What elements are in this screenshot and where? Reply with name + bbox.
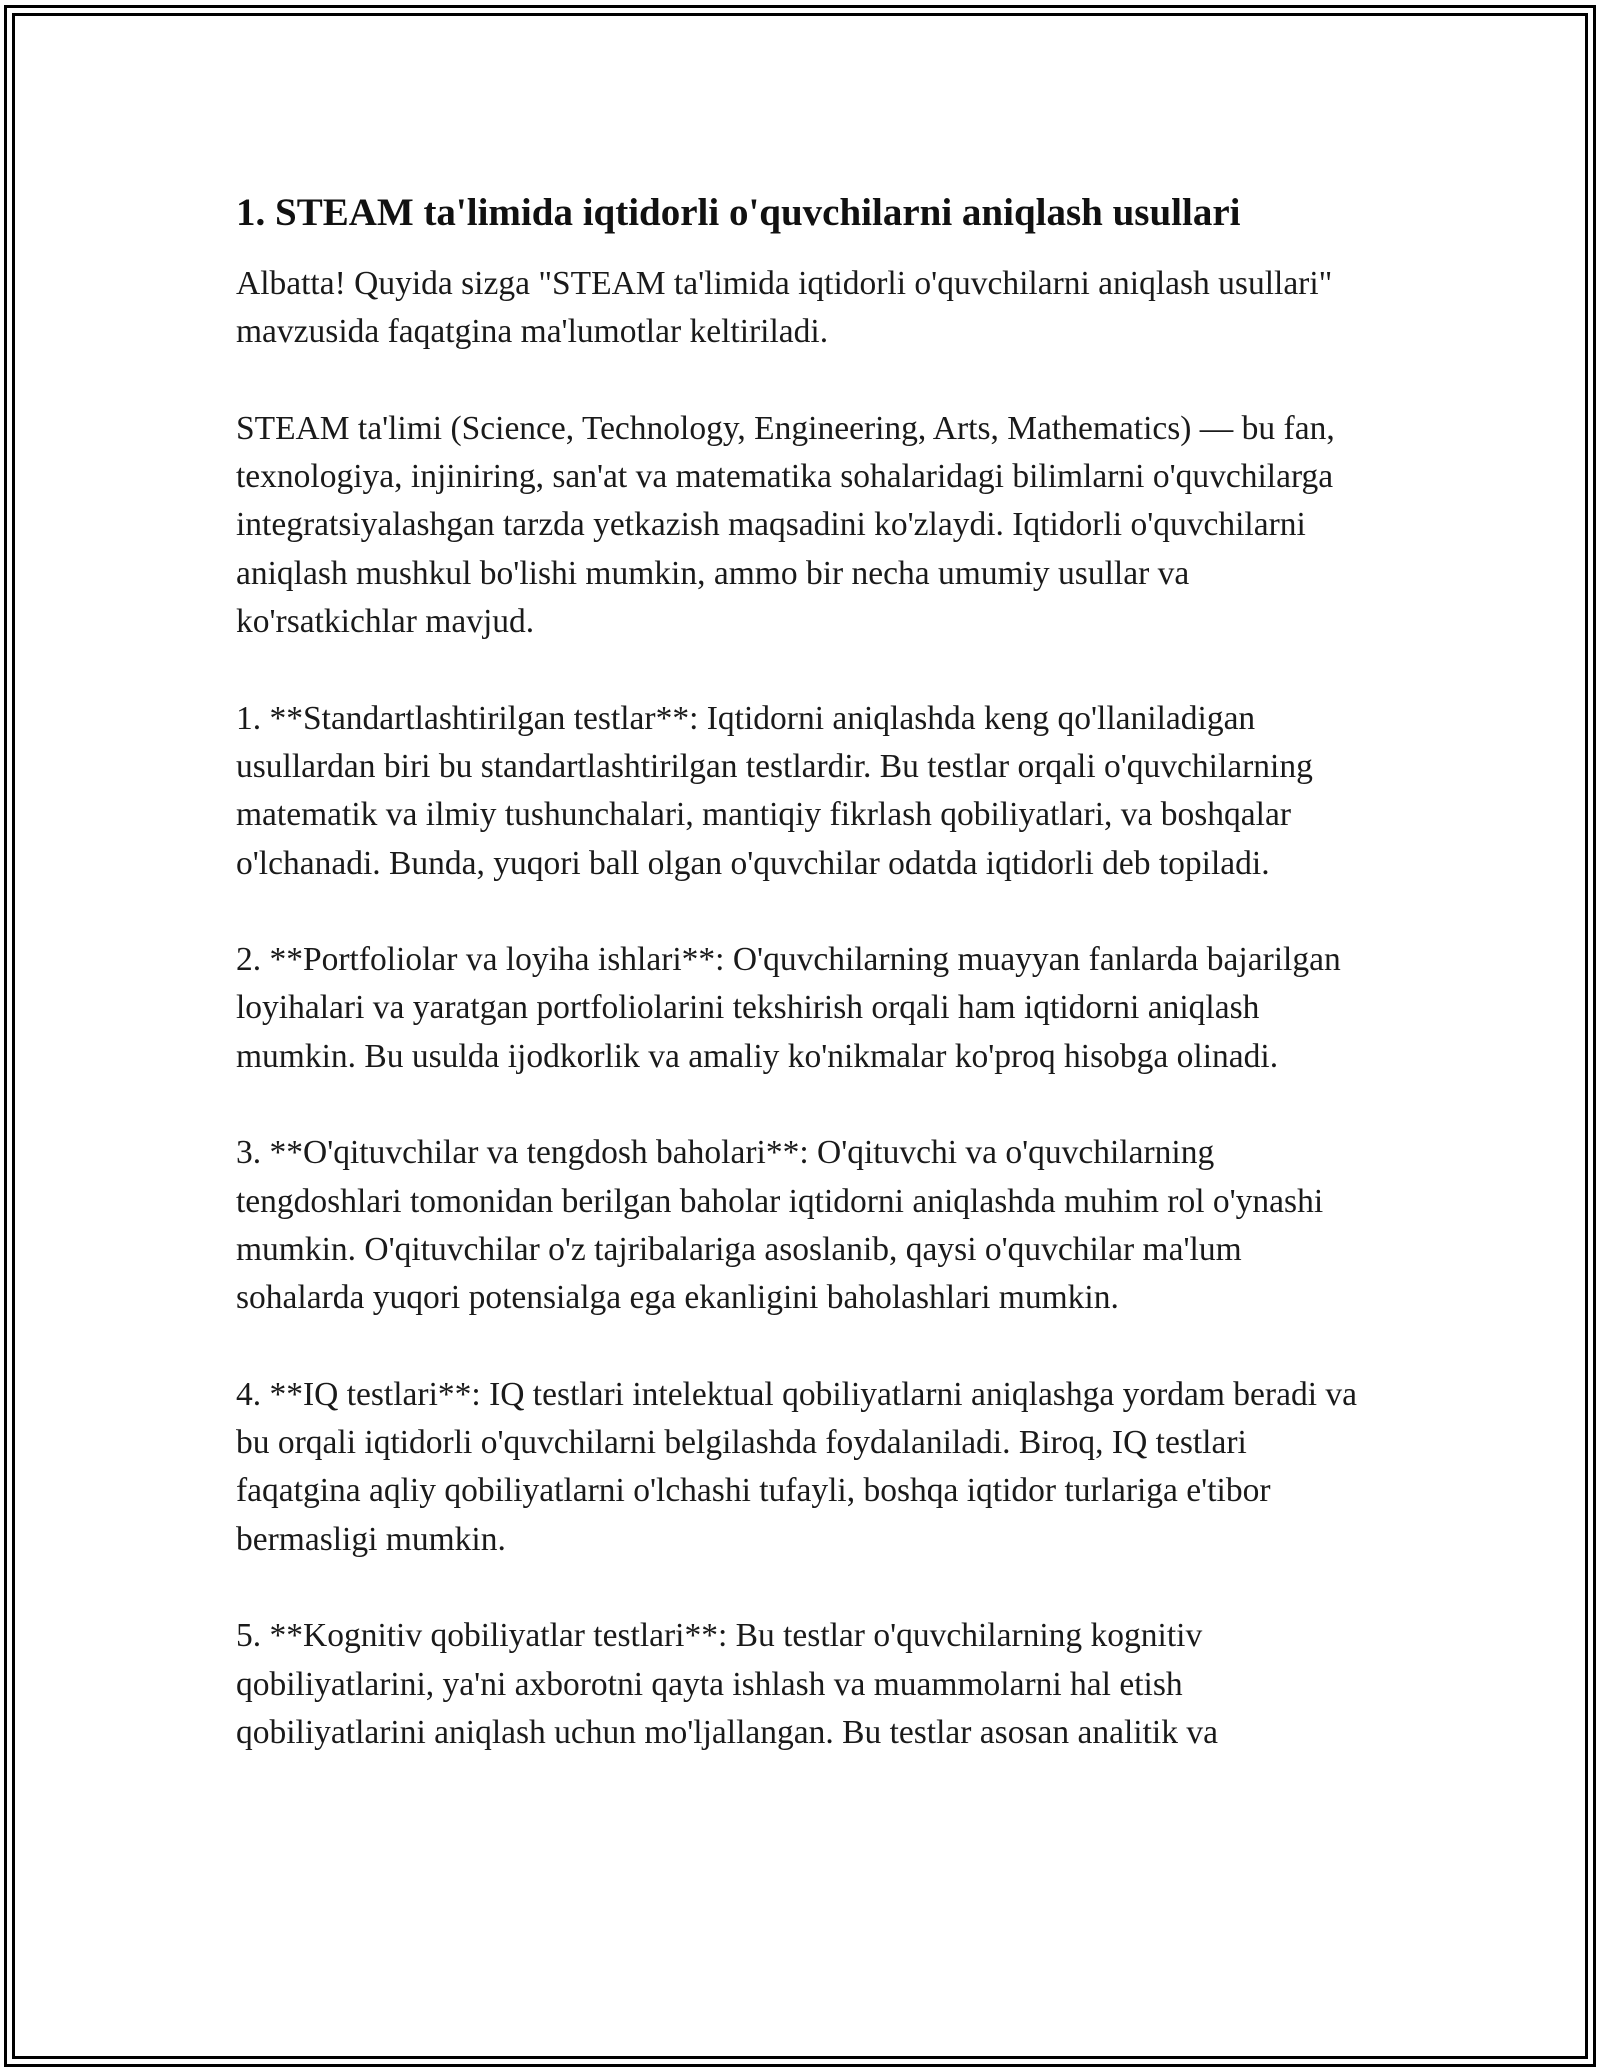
paragraph-iq-tests: 4. **IQ testlari**: IQ testlari intelektual qobiliyatlarni aniqlashga yordam beradi va bu orqali iqtidorli o'quvchilarni belgilashda foydalaniladi. Biroq, IQ testlari faqatgina aqliy qobiliyatlarni o'lchashi tufayli, boshqa iqtidor turlariga e'tibor bermasligi mumkin. xyxy=(236,1375,1357,1558)
paragraph-intro: Albatta! Quyida sizga "STEAM ta'limida iqtidorli o'quvchilarni aniqlash usullari" mavzusida faqatgina ma'lumotlar keltiriladi. xyxy=(236,265,1333,351)
paragraph-portfolios: 2. **Portfoliolar va loyiha ishlari**: O'quvchilarning muayyan fanlarda bajarilgan loyihalari va yaratgan portfoliolarini tekshirish orqali ham iqtidorni aniqlash mumkin. Bu usulda ijodkorlik va amaliy ko'nikmalar ko'proq hisobga olinadi. xyxy=(236,941,1341,1075)
paragraph-teacher-peer-ratings: 3. **O'qituvchilar va tengdosh baholari**: O'qituvchi va o'quvchilarning tengdoshlari tomonidan berilgan baholar iqtidorni aniqlashda muhim rol o'ynashi mumkin. O'qituvchilar o'z tajribalariga asoslanib, qaysi o'quvchilar ma'lum sohalarda yuqori potensialga ega ekanligini baholashlari mumkin. xyxy=(236,1134,1324,1317)
paragraph-cognitive-tests: 5. **Kognitiv qobiliyatlar testlari**: Bu testlar o'quvchilarning kognitiv qobiliyatlarini, ya'ni axborotni qayta ishlash va muammolarni hal etish qobiliyatlarini aniqlash uchun mo'ljallangan. Bu testlar asosan analitik va xyxy=(236,1617,1218,1751)
paragraph-steam-definition: STEAM ta'limi (Science, Technology, Engineering, Arts, Mathematics) — bu fan, texnologiya, injiniring, san'at va matematika sohalaridagi bilimlarni o'quvchilarga integratsiyalashgan tarzda yetkazish maqsadini ko'zlaydi. Iqtidorli o'quvchilarni aniqlash mushkul bo'lishi mumkin, ammo bir necha umumiy usullar va ko'rsatkichlar mavjud. xyxy=(236,409,1335,641)
document-body xyxy=(236,186,1366,1757)
paragraph-standardized-tests: 1. **Standartlashtirilgan testlar**: Iqtidorni aniqlashda keng qo'llaniladigan usullardan biri bu standartlashtirilgan testlardir. Bu testlar orqali o'quvchilarning matematik va ilmiy tushunchalari, mantiqiy fikrlash qobiliyatlari, va boshqalar o'lchanadi. Bunda, yuqori ball olgan o'quvchilar odatda iqtidorli deb topiladi. xyxy=(236,699,1313,882)
document-title: 1. STEAM ta'limida iqtidorli o'quvchilarni aniqlash usullari xyxy=(236,191,1241,234)
